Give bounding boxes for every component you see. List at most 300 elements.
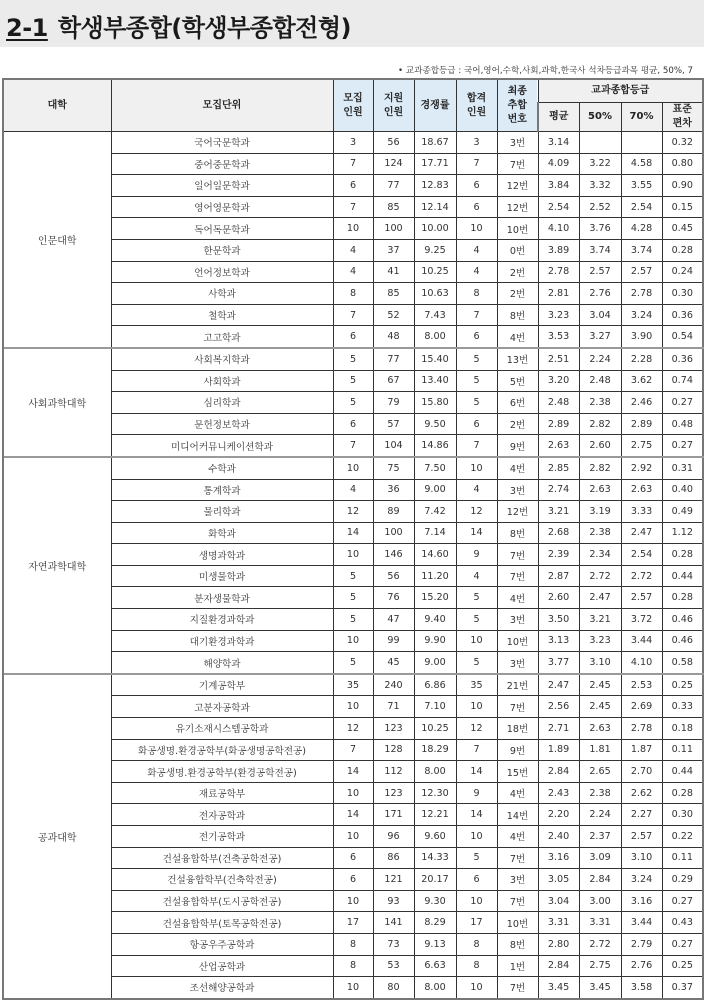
avg-cell: 4.09 <box>538 153 579 175</box>
col-p50: 50% <box>579 103 621 132</box>
admitted-cell: 7 <box>456 304 497 326</box>
p70-cell: 3.44 <box>621 630 662 652</box>
stddev-cell: 0.44 <box>662 565 703 587</box>
unit-cell: 건설융합학부(건축학전공) <box>111 869 333 891</box>
admitted-cell: 10 <box>456 826 497 848</box>
applicants-cell: 104 <box>373 435 414 457</box>
avg-cell: 2.39 <box>538 544 579 566</box>
ratio-cell: 11.20 <box>414 565 456 587</box>
avg-cell: 3.50 <box>538 609 579 631</box>
ratio-cell: 12.21 <box>414 804 456 826</box>
unit-cell: 전기공학과 <box>111 826 333 848</box>
waitlist-cell: 7번 <box>497 890 538 912</box>
admitted-cell: 10 <box>456 696 497 718</box>
unit-cell: 철학과 <box>111 304 333 326</box>
p50-cell: 3.00 <box>579 890 621 912</box>
ratio-cell: 9.50 <box>414 413 456 435</box>
avg-cell: 3.21 <box>538 501 579 523</box>
admitted-cell: 5 <box>456 847 497 869</box>
p70-cell: 2.27 <box>621 804 662 826</box>
stddev-cell: 0.36 <box>662 348 703 370</box>
p50-cell: 2.63 <box>579 718 621 740</box>
quota-cell: 8 <box>333 933 373 955</box>
p70-cell: 4.28 <box>621 218 662 240</box>
stddev-cell: 0.44 <box>662 761 703 783</box>
unit-cell: 언어정보학과 <box>111 261 333 283</box>
ratio-cell: 9.30 <box>414 890 456 912</box>
p50-cell: 2.75 <box>579 955 621 977</box>
ratio-cell: 6.86 <box>414 674 456 696</box>
p70-cell: 2.62 <box>621 782 662 804</box>
quota-cell: 5 <box>333 565 373 587</box>
avg-cell: 2.87 <box>538 565 579 587</box>
college-cell: 인문대학 <box>3 132 111 348</box>
admitted-cell: 10 <box>456 457 497 479</box>
admitted-cell: 6 <box>456 413 497 435</box>
avg-cell: 2.85 <box>538 457 579 479</box>
quota-cell: 8 <box>333 955 373 977</box>
section-number: 2-1 <box>6 14 48 42</box>
applicants-cell: 171 <box>373 804 414 826</box>
stddev-cell: 0.25 <box>662 955 703 977</box>
p50-cell: 2.72 <box>579 933 621 955</box>
quota-cell: 6 <box>333 413 373 435</box>
waitlist-cell: 12번 <box>497 501 538 523</box>
admitted-cell: 7 <box>456 435 497 457</box>
p50-cell: 2.60 <box>579 435 621 457</box>
avg-cell: 2.54 <box>538 196 579 218</box>
admitted-cell: 6 <box>456 326 497 348</box>
p70-cell: 2.47 <box>621 522 662 544</box>
unit-cell: 전자공학과 <box>111 804 333 826</box>
ratio-cell: 12.83 <box>414 175 456 197</box>
ratio-cell: 12.14 <box>414 196 456 218</box>
table-row <box>3 457 703 479</box>
quota-cell: 10 <box>333 782 373 804</box>
stddev-cell: 0.24 <box>662 261 703 283</box>
p50-cell: 2.82 <box>579 413 621 435</box>
table-row <box>3 348 703 370</box>
admitted-cell: 8 <box>456 283 497 305</box>
waitlist-cell: 1번 <box>497 955 538 977</box>
quota-cell: 12 <box>333 718 373 740</box>
applicants-cell: 146 <box>373 544 414 566</box>
applicants-cell: 96 <box>373 826 414 848</box>
unit-cell: 일어일문학과 <box>111 175 333 197</box>
applicants-cell: 100 <box>373 522 414 544</box>
col-final-waitlist: 최종 추합 번호 <box>497 79 538 132</box>
admitted-cell: 10 <box>456 977 497 999</box>
unit-cell: 중어중문학과 <box>111 153 333 175</box>
admissions-table <box>2 78 704 1000</box>
p50-cell: 2.37 <box>579 826 621 848</box>
applicants-cell: 67 <box>373 370 414 392</box>
avg-cell: 2.20 <box>538 804 579 826</box>
admitted-cell: 12 <box>456 718 497 740</box>
ratio-cell: 10.25 <box>414 718 456 740</box>
ratio-cell: 8.00 <box>414 326 456 348</box>
stddev-cell: 0.27 <box>662 933 703 955</box>
quota-cell: 7 <box>333 304 373 326</box>
quota-cell: 10 <box>333 977 373 999</box>
stddev-cell: 0.28 <box>662 587 703 609</box>
p70-cell: 2.28 <box>621 348 662 370</box>
unit-cell: 건설융합학부(토목공학전공) <box>111 912 333 934</box>
stddev-cell: 0.18 <box>662 718 703 740</box>
ratio-cell: 12.30 <box>414 782 456 804</box>
col-p70: 70% <box>621 103 662 132</box>
quota-cell: 4 <box>333 261 373 283</box>
col-college: 대학 <box>3 79 111 132</box>
waitlist-cell: 18번 <box>497 718 538 740</box>
unit-cell: 대기환경과학과 <box>111 630 333 652</box>
admitted-cell: 5 <box>456 609 497 631</box>
applicants-cell: 93 <box>373 890 414 912</box>
applicants-cell: 37 <box>373 239 414 261</box>
section-title: 학생부종합(학생부종합전형) <box>57 14 352 42</box>
avg-cell: 3.16 <box>538 847 579 869</box>
p70-cell: 2.78 <box>621 283 662 305</box>
p70-cell <box>621 132 662 154</box>
waitlist-cell: 3번 <box>497 609 538 631</box>
ratio-cell: 9.00 <box>414 652 456 674</box>
ratio-cell: 20.17 <box>414 869 456 891</box>
p70-cell: 2.69 <box>621 696 662 718</box>
waitlist-cell: 7번 <box>497 565 538 587</box>
avg-cell: 2.43 <box>538 782 579 804</box>
p50-cell: 2.38 <box>579 782 621 804</box>
p50-cell: 2.38 <box>579 392 621 414</box>
stddev-cell: 0.28 <box>662 782 703 804</box>
stddev-cell: 0.27 <box>662 435 703 457</box>
avg-cell: 2.40 <box>538 826 579 848</box>
ratio-cell: 7.14 <box>414 522 456 544</box>
unit-cell: 건설융합학부(건축공학전공) <box>111 847 333 869</box>
unit-cell: 기계공학부 <box>111 674 333 696</box>
applicants-cell: 77 <box>373 348 414 370</box>
stddev-cell: 0.22 <box>662 826 703 848</box>
applicants-cell: 85 <box>373 196 414 218</box>
applicants-cell: 75 <box>373 457 414 479</box>
stddev-cell: 0.29 <box>662 869 703 891</box>
waitlist-cell: 2번 <box>497 413 538 435</box>
avg-cell: 2.80 <box>538 933 579 955</box>
admitted-cell: 14 <box>456 761 497 783</box>
admitted-cell: 7 <box>456 739 497 761</box>
unit-cell: 영어영문학과 <box>111 196 333 218</box>
quota-cell: 17 <box>333 912 373 934</box>
applicants-cell: 71 <box>373 696 414 718</box>
applicants-cell: 128 <box>373 739 414 761</box>
ratio-cell: 18.29 <box>414 739 456 761</box>
unit-cell: 독어독문학과 <box>111 218 333 240</box>
ratio-cell: 10.25 <box>414 261 456 283</box>
avg-cell: 3.13 <box>538 630 579 652</box>
p50-cell: 3.21 <box>579 609 621 631</box>
applicants-cell: 80 <box>373 977 414 999</box>
ratio-cell: 7.42 <box>414 501 456 523</box>
unit-cell: 화공생명.환경공학부(화공생명공학전공) <box>111 739 333 761</box>
applicants-cell: 141 <box>373 912 414 934</box>
waitlist-cell: 6번 <box>497 392 538 414</box>
p70-cell: 2.92 <box>621 457 662 479</box>
p70-cell: 3.62 <box>621 370 662 392</box>
p50-cell: 2.24 <box>579 804 621 826</box>
p50-cell: 3.31 <box>579 912 621 934</box>
admitted-cell: 4 <box>456 565 497 587</box>
admitted-cell: 14 <box>456 804 497 826</box>
quota-cell: 10 <box>333 544 373 566</box>
p70-cell: 3.74 <box>621 239 662 261</box>
p70-cell: 2.53 <box>621 674 662 696</box>
avg-cell: 2.68 <box>538 522 579 544</box>
avg-cell: 2.60 <box>538 587 579 609</box>
applicants-cell: 99 <box>373 630 414 652</box>
p70-cell: 2.57 <box>621 587 662 609</box>
ratio-cell: 10.00 <box>414 218 456 240</box>
unit-cell: 심리학과 <box>111 392 333 414</box>
p70-cell: 3.16 <box>621 890 662 912</box>
avg-cell: 3.53 <box>538 326 579 348</box>
stddev-cell: 0.45 <box>662 218 703 240</box>
p50-cell: 2.82 <box>579 457 621 479</box>
applicants-cell: 77 <box>373 175 414 197</box>
waitlist-cell: 5번 <box>497 370 538 392</box>
stddev-cell: 0.30 <box>662 283 703 305</box>
admitted-cell: 6 <box>456 175 497 197</box>
p50-cell: 2.76 <box>579 283 621 305</box>
col-admitted: 합격 인원 <box>456 79 497 132</box>
page-title <box>6 8 351 43</box>
waitlist-cell: 21번 <box>497 674 538 696</box>
admitted-cell: 35 <box>456 674 497 696</box>
ratio-cell: 8.00 <box>414 761 456 783</box>
unit-cell: 항공우주공학과 <box>111 933 333 955</box>
waitlist-cell: 10번 <box>497 218 538 240</box>
p70-cell: 3.58 <box>621 977 662 999</box>
quota-cell: 10 <box>333 630 373 652</box>
stddev-cell: 0.54 <box>662 326 703 348</box>
table-row <box>3 132 703 154</box>
stddev-cell: 0.31 <box>662 457 703 479</box>
applicants-cell: 36 <box>373 479 414 501</box>
admitted-cell: 5 <box>456 392 497 414</box>
applicants-cell: 79 <box>373 392 414 414</box>
p50-cell: 3.76 <box>579 218 621 240</box>
unit-cell: 사회복지학과 <box>111 348 333 370</box>
admitted-cell: 14 <box>456 522 497 544</box>
waitlist-cell: 7번 <box>497 696 538 718</box>
waitlist-cell: 4번 <box>497 587 538 609</box>
p70-cell: 2.57 <box>621 261 662 283</box>
unit-cell: 물리학과 <box>111 501 333 523</box>
quota-cell: 3 <box>333 132 373 154</box>
unit-cell: 문헌정보학과 <box>111 413 333 435</box>
quota-cell: 14 <box>333 522 373 544</box>
admitted-cell: 8 <box>456 933 497 955</box>
applicants-cell: 121 <box>373 869 414 891</box>
unit-cell: 수학과 <box>111 457 333 479</box>
avg-cell: 2.84 <box>538 761 579 783</box>
p70-cell: 4.10 <box>621 652 662 674</box>
p50-cell: 3.04 <box>579 304 621 326</box>
p50-cell: 2.47 <box>579 587 621 609</box>
waitlist-cell: 7번 <box>497 847 538 869</box>
p70-cell: 3.72 <box>621 609 662 631</box>
header-row-1 <box>3 79 703 103</box>
waitlist-cell: 3번 <box>497 479 538 501</box>
p50-cell: 1.81 <box>579 739 621 761</box>
applicants-cell: 124 <box>373 153 414 175</box>
quota-cell: 7 <box>333 196 373 218</box>
admitted-cell: 4 <box>456 479 497 501</box>
unit-cell: 유기소재시스템공학과 <box>111 718 333 740</box>
admitted-cell: 8 <box>456 955 497 977</box>
stddev-cell: 0.33 <box>662 696 703 718</box>
quota-cell: 5 <box>333 609 373 631</box>
waitlist-cell: 7번 <box>497 544 538 566</box>
avg-cell: 3.14 <box>538 132 579 154</box>
quota-cell: 10 <box>333 218 373 240</box>
ratio-cell: 13.40 <box>414 370 456 392</box>
stddev-cell: 0.37 <box>662 977 703 999</box>
ratio-cell: 9.40 <box>414 609 456 631</box>
ratio-cell: 14.86 <box>414 435 456 457</box>
quota-cell: 4 <box>333 479 373 501</box>
waitlist-cell: 4번 <box>497 457 538 479</box>
college-cell: 사회과학대학 <box>3 348 111 457</box>
p50-cell: 3.27 <box>579 326 621 348</box>
avg-cell: 3.77 <box>538 652 579 674</box>
quota-cell: 7 <box>333 739 373 761</box>
applicants-cell: 86 <box>373 847 414 869</box>
stddev-cell: 0.46 <box>662 630 703 652</box>
applicants-cell: 52 <box>373 304 414 326</box>
stddev-cell: 0.49 <box>662 501 703 523</box>
waitlist-cell: 7번 <box>497 977 538 999</box>
quota-cell: 5 <box>333 392 373 414</box>
p70-cell: 3.24 <box>621 304 662 326</box>
unit-cell: 고고학과 <box>111 326 333 348</box>
waitlist-cell: 14번 <box>497 804 538 826</box>
avg-cell: 1.89 <box>538 739 579 761</box>
waitlist-cell: 2번 <box>497 283 538 305</box>
p50-cell: 2.72 <box>579 565 621 587</box>
p70-cell: 2.89 <box>621 413 662 435</box>
stddev-cell: 0.11 <box>662 739 703 761</box>
stddev-cell: 0.27 <box>662 392 703 414</box>
admitted-cell: 5 <box>456 348 497 370</box>
quota-cell: 7 <box>333 435 373 457</box>
avg-cell: 2.47 <box>538 674 579 696</box>
p50-cell: 2.48 <box>579 370 621 392</box>
p70-cell: 2.54 <box>621 544 662 566</box>
col-stddev: 표준 편차 <box>662 103 703 132</box>
p70-cell: 3.24 <box>621 869 662 891</box>
avg-cell: 3.23 <box>538 304 579 326</box>
quota-cell: 12 <box>333 501 373 523</box>
avg-cell: 2.51 <box>538 348 579 370</box>
unit-cell: 고분자공학과 <box>111 696 333 718</box>
applicants-cell: 53 <box>373 955 414 977</box>
ratio-cell: 10.63 <box>414 283 456 305</box>
quota-cell: 6 <box>333 847 373 869</box>
admitted-cell: 5 <box>456 652 497 674</box>
waitlist-cell: 12번 <box>497 175 538 197</box>
stddev-cell: 0.11 <box>662 847 703 869</box>
waitlist-cell: 8번 <box>497 522 538 544</box>
quota-cell: 6 <box>333 175 373 197</box>
p70-cell: 4.58 <box>621 153 662 175</box>
stddev-cell: 0.74 <box>662 370 703 392</box>
avg-cell: 3.04 <box>538 890 579 912</box>
col-avg: 평균 <box>538 103 579 132</box>
col-ratio: 경쟁률 <box>414 79 456 132</box>
ratio-cell: 7.43 <box>414 304 456 326</box>
grade-note: • 교과종합등급 : 국어,영어,수학,사회,과학,한국사 석차등급과목 평균, 50%, 7 <box>398 66 693 76</box>
p50-cell: 3.09 <box>579 847 621 869</box>
p50-cell: 3.10 <box>579 652 621 674</box>
p50-cell: 3.23 <box>579 630 621 652</box>
waitlist-cell: 4번 <box>497 826 538 848</box>
stddev-cell: 0.15 <box>662 196 703 218</box>
p50-cell <box>579 132 621 154</box>
p50-cell: 3.45 <box>579 977 621 999</box>
ratio-cell: 15.40 <box>414 348 456 370</box>
avg-cell: 2.81 <box>538 283 579 305</box>
p50-cell: 3.22 <box>579 153 621 175</box>
ratio-cell: 15.20 <box>414 587 456 609</box>
p70-cell: 2.75 <box>621 435 662 457</box>
unit-cell: 산업공학과 <box>111 955 333 977</box>
unit-cell: 조선해양공학과 <box>111 977 333 999</box>
avg-cell: 2.84 <box>538 955 579 977</box>
waitlist-cell: 15번 <box>497 761 538 783</box>
stddev-cell: 0.48 <box>662 413 703 435</box>
unit-cell: 지질환경과학과 <box>111 609 333 631</box>
waitlist-cell: 12번 <box>497 196 538 218</box>
p50-cell: 2.52 <box>579 196 621 218</box>
stddev-cell: 0.32 <box>662 132 703 154</box>
waitlist-cell: 3번 <box>497 652 538 674</box>
admitted-cell: 17 <box>456 912 497 934</box>
applicants-cell: 57 <box>373 413 414 435</box>
waitlist-cell: 3번 <box>497 132 538 154</box>
p70-cell: 2.57 <box>621 826 662 848</box>
admitted-cell: 7 <box>456 153 497 175</box>
stddev-cell: 1.12 <box>662 522 703 544</box>
unit-cell: 화학과 <box>111 522 333 544</box>
ratio-cell: 6.63 <box>414 955 456 977</box>
avg-cell: 2.74 <box>538 479 579 501</box>
applicants-cell: 56 <box>373 132 414 154</box>
stddev-cell: 0.43 <box>662 912 703 934</box>
waitlist-cell: 8번 <box>497 933 538 955</box>
admitted-cell: 12 <box>456 501 497 523</box>
waitlist-cell: 3번 <box>497 869 538 891</box>
quota-cell: 6 <box>333 326 373 348</box>
unit-cell: 국어국문학과 <box>111 132 333 154</box>
admitted-cell: 5 <box>456 587 497 609</box>
applicants-cell: 48 <box>373 326 414 348</box>
p50-cell: 3.32 <box>579 175 621 197</box>
college-cell: 자연과학대학 <box>3 457 111 674</box>
col-applicants: 지원 인원 <box>373 79 414 132</box>
p70-cell: 2.78 <box>621 718 662 740</box>
p50-cell: 2.45 <box>579 696 621 718</box>
p70-cell: 2.70 <box>621 761 662 783</box>
waitlist-cell: 4번 <box>497 326 538 348</box>
